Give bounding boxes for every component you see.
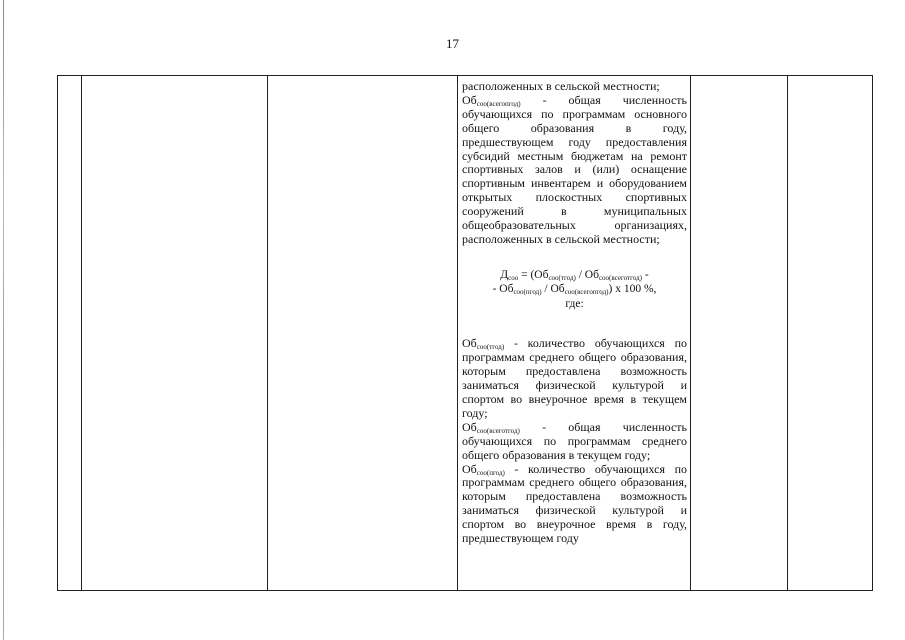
- table-row: [58, 76, 873, 591]
- table-cell-responsible: [788, 76, 873, 591]
- formula-where: где:: [565, 297, 584, 310]
- formula: [462, 268, 687, 312]
- document-table: [57, 75, 873, 591]
- paragraph-previous-year-count: $Об_{соо(пгод)}$ - количество обучающихся по программам среднего общего образования, которым предоставлена возможность заниматься физической культурой и спортом во внеурочное время в году, предшествующем году: [462, 461, 687, 546]
- text-line-intro: расположенных в сельской местности;: [462, 79, 660, 93]
- paragraph-total-previous-year: $Об_{соо(всегопгод)}$ - общая численность обучающихся по программам основного общего образования в году, предшествующем году предоставления субсидий местным бюджетам на ремонт спортивных залов и (или) оснащение спортивным инвентарем и оборудованием открытых плоскостных спортивных сооружений в муниципальных общеобразовательных организациях, расположенных в сельской местности;: [462, 92, 687, 246]
- table-cell-methodology: [458, 76, 691, 591]
- table-cell-indicator: [82, 76, 268, 591]
- table-cell-number: [58, 76, 82, 591]
- table-cell-unit: [268, 76, 458, 591]
- table-cell-source: [691, 76, 788, 591]
- page-number: 17: [446, 36, 459, 51]
- paragraph-current-year-count: $Об_{соо(тгод)}$ - количество обучающихся по программам среднего общего образования, которым предоставлена возможность заниматься физической культурой и спортом во внеурочное время в текущем году;: [462, 336, 687, 420]
- scan-edge-line: [3, 0, 4, 640]
- formula-line-1: $Д_{соо} = (Об_{соо(тгод)} / Об_{соо(всеготгод)}$ -: [500, 268, 649, 282]
- formula-line-2: - $Об_{соо(пгод)} / Об_{соо(всегопгод)}$) х 100 %,: [492, 283, 657, 297]
- paragraph-current-year-total: $Об_{соо(всеготгод)}$ - общая численность обучающихся по программам среднего общего образования в текущем году;: [462, 419, 687, 462]
